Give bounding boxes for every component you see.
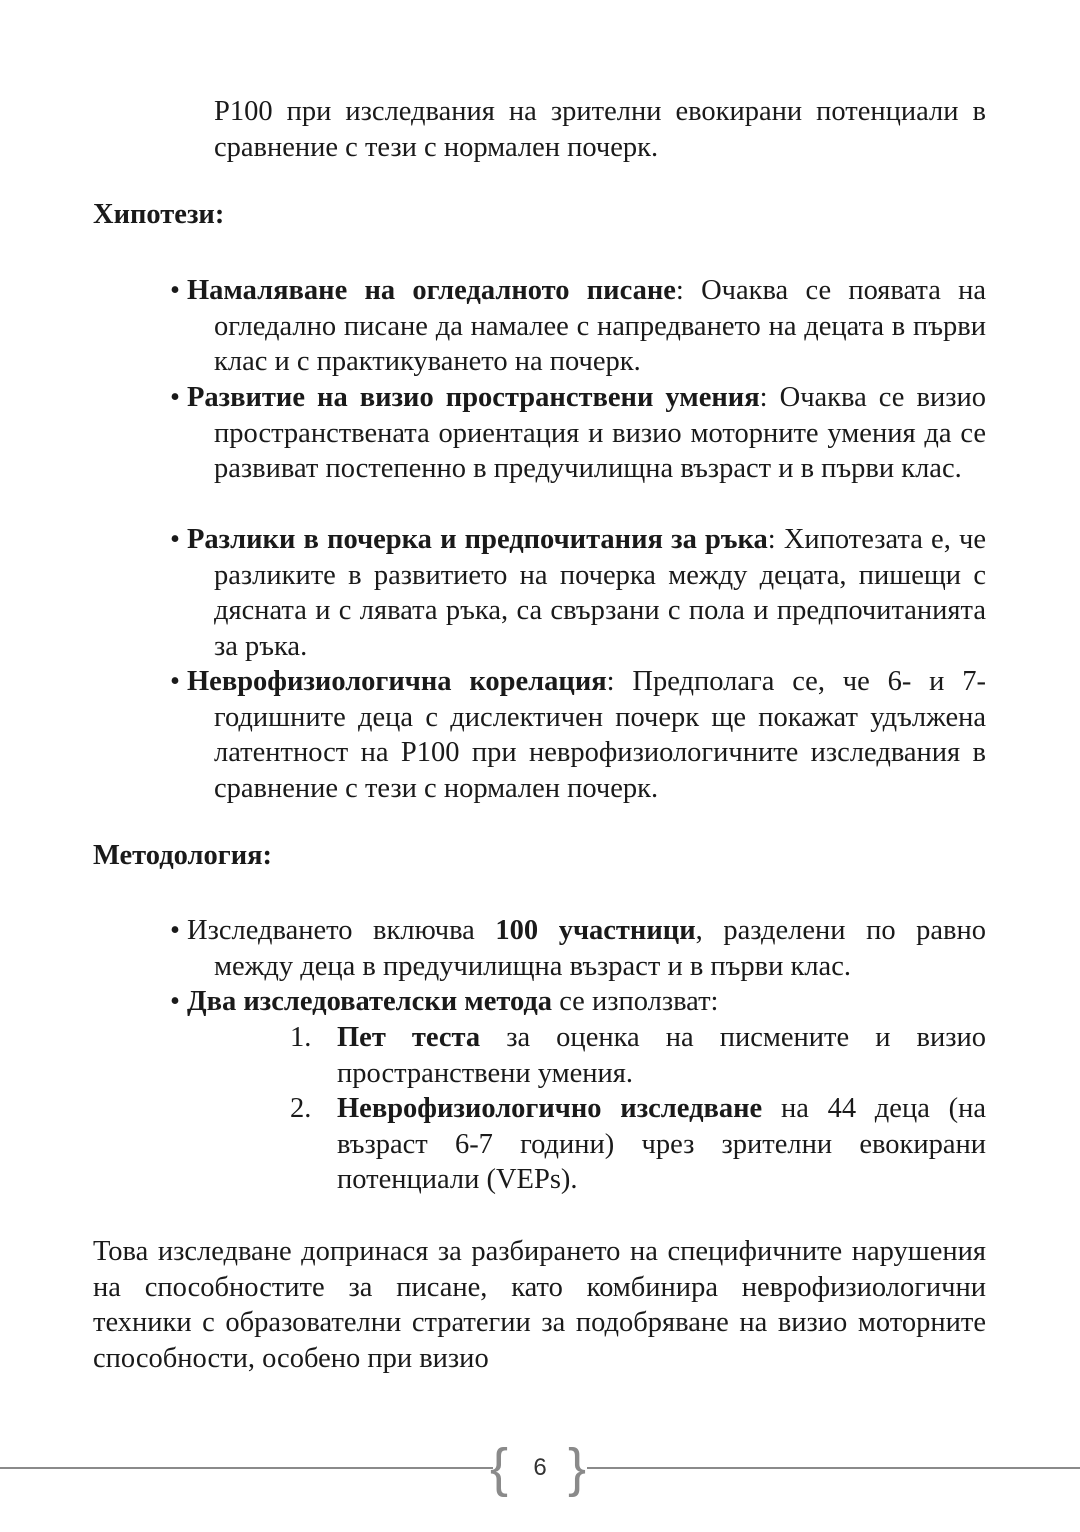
page-number: 6 <box>533 1454 547 1481</box>
hypothesis-item: • Развитие на визио пространствени умения: Очаква се визио пространствената ориентация и визио моторните умения да се развиват постепенно в предучилищна възраст и в първи клас. <box>170 382 986 484</box>
hypotheses-heading: Хипотези: <box>93 199 225 230</box>
hypothesis-item: • Неврофизиологична корелация: Предполага се, че 6- и 7-годишните деца с дислектичен почерк ще покажат удължена латентност на P100 при неврофизиологичните изследвания в сравнение с тези с нормален почерк. <box>170 666 986 804</box>
hypothesis-item: • Намаляване на огледалното писане: Очаква се появата на огледално писане да намалее с напредването на децата в първи клас и с практикуването на почерк. <box>170 275 987 377</box>
bullet-icon: • <box>170 986 180 1017</box>
numbered-item: 2. Неврофизиологично изследване на 44 деца (на възраст 6-7 години) чрез зрителни евокирани потенциали (VEPs). <box>290 1093 986 1195</box>
methodology-heading: Методология: <box>93 840 273 871</box>
hypothesis-item: • Разлики в почерка и предпочитания за ръка: Хипотезата е, че разликите в развитието на почерка между децата, пишещи с дясната и с лявата ръка, са свързани с пола и предпочитанията за ръка. <box>170 524 986 662</box>
methodology-item: • Два изследователски метода се използват: <box>170 984 986 1020</box>
conclusion-paragraph: Това изследване допринася за разбирането на специфичните нарушения на способностите за писане, като комбинира неврофизиологични техники с образователни стратегии за подобряване на визио моторните способности, особено при визио <box>93 1236 986 1374</box>
bullet-icon: • <box>170 915 180 946</box>
bullet-icon: • <box>170 382 180 413</box>
right-brace-icon: } <box>568 1438 587 1498</box>
left-brace-icon: { <box>490 1438 509 1498</box>
footer-rule-right <box>587 1467 1080 1469</box>
footer-rule-left <box>0 1467 493 1469</box>
numbered-item: 1. Пет теста за оценка на писмените и визио пространствени умения. <box>290 1022 987 1089</box>
bullet-icon: • <box>170 666 180 697</box>
bullet-icon: • <box>170 524 180 555</box>
bullet-icon: • <box>170 275 180 306</box>
intro-continued-paragraph: P100 при изследвания на зрителни евокирани потенциали в сравнение с тези с нормален почерк. <box>214 96 986 163</box>
methodology-item: • Изследването включва 100 участници, разделени по равно между деца в предучилищна възраст и в първи клас. <box>170 915 986 982</box>
